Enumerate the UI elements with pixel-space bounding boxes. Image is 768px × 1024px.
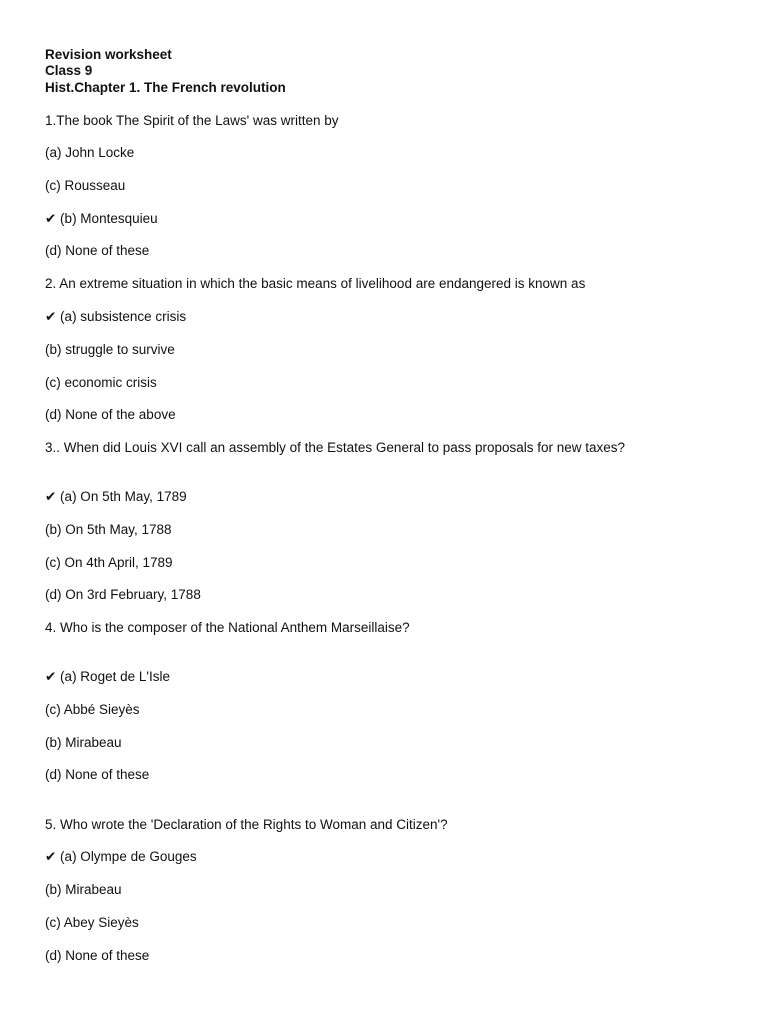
question-1-option-correct: ✔ (b) Montesquieu xyxy=(45,211,158,226)
question-4-option: (b) Mirabeau xyxy=(45,735,122,750)
class-label: Class 9 xyxy=(45,63,93,78)
question-4-option: (c) Abbé Sieyès xyxy=(45,702,140,717)
question-5-option-correct: ✔ (a) Olympe de Gouges xyxy=(45,849,197,864)
question-5-text: 5. Who wrote the 'Declaration of the Rights to Woman and Citizen'? xyxy=(45,817,448,832)
question-5-option: (b) Mirabeau xyxy=(45,882,122,897)
question-2-option: (b) struggle to survive xyxy=(45,342,175,357)
question-2-option-correct: ✔ (a) subsistence crisis xyxy=(45,309,187,324)
question-3-text: 3.. When did Louis XVI call an assembly of the Estates General to pass proposals for new taxes? xyxy=(45,440,626,455)
question-2-option: (d) None of the above xyxy=(45,407,176,422)
question-5-option: (c) Abey Sieyès xyxy=(45,915,139,930)
question-3-option: (b) On 5th May, 1788 xyxy=(45,522,172,537)
question-3-option: (c) On 4th April, 1789 xyxy=(45,555,173,570)
question-3-option: (d) On 3rd February, 1788 xyxy=(45,587,201,602)
question-2-text: 2. An extreme situation in which the basic means of livelihood are endangered is known as xyxy=(45,276,586,291)
question-4-option-correct: ✔ (a) Roget de L'Isle xyxy=(45,669,170,684)
question-1-option: (a) John Locke xyxy=(45,145,135,160)
chapter-label: Hist.Chapter 1. The French revolution xyxy=(45,80,286,95)
question-2-option: (c) economic crisis xyxy=(45,375,157,390)
question-4-text: 4. Who is the composer of the National Anthem Marseillaise? xyxy=(45,620,410,635)
question-1-option: (d) None of these xyxy=(45,243,150,258)
worksheet-title: Revision worksheet xyxy=(45,47,172,62)
question-4-option: (d) None of these xyxy=(45,767,150,782)
question-3-option-correct: ✔ (a) On 5th May, 1789 xyxy=(45,489,187,504)
question-1-text: 1.The book The Spirit of the Laws' was written by xyxy=(45,113,339,128)
question-5-option: (d) None of these xyxy=(45,948,150,963)
question-1-option: (c) Rousseau xyxy=(45,178,126,193)
